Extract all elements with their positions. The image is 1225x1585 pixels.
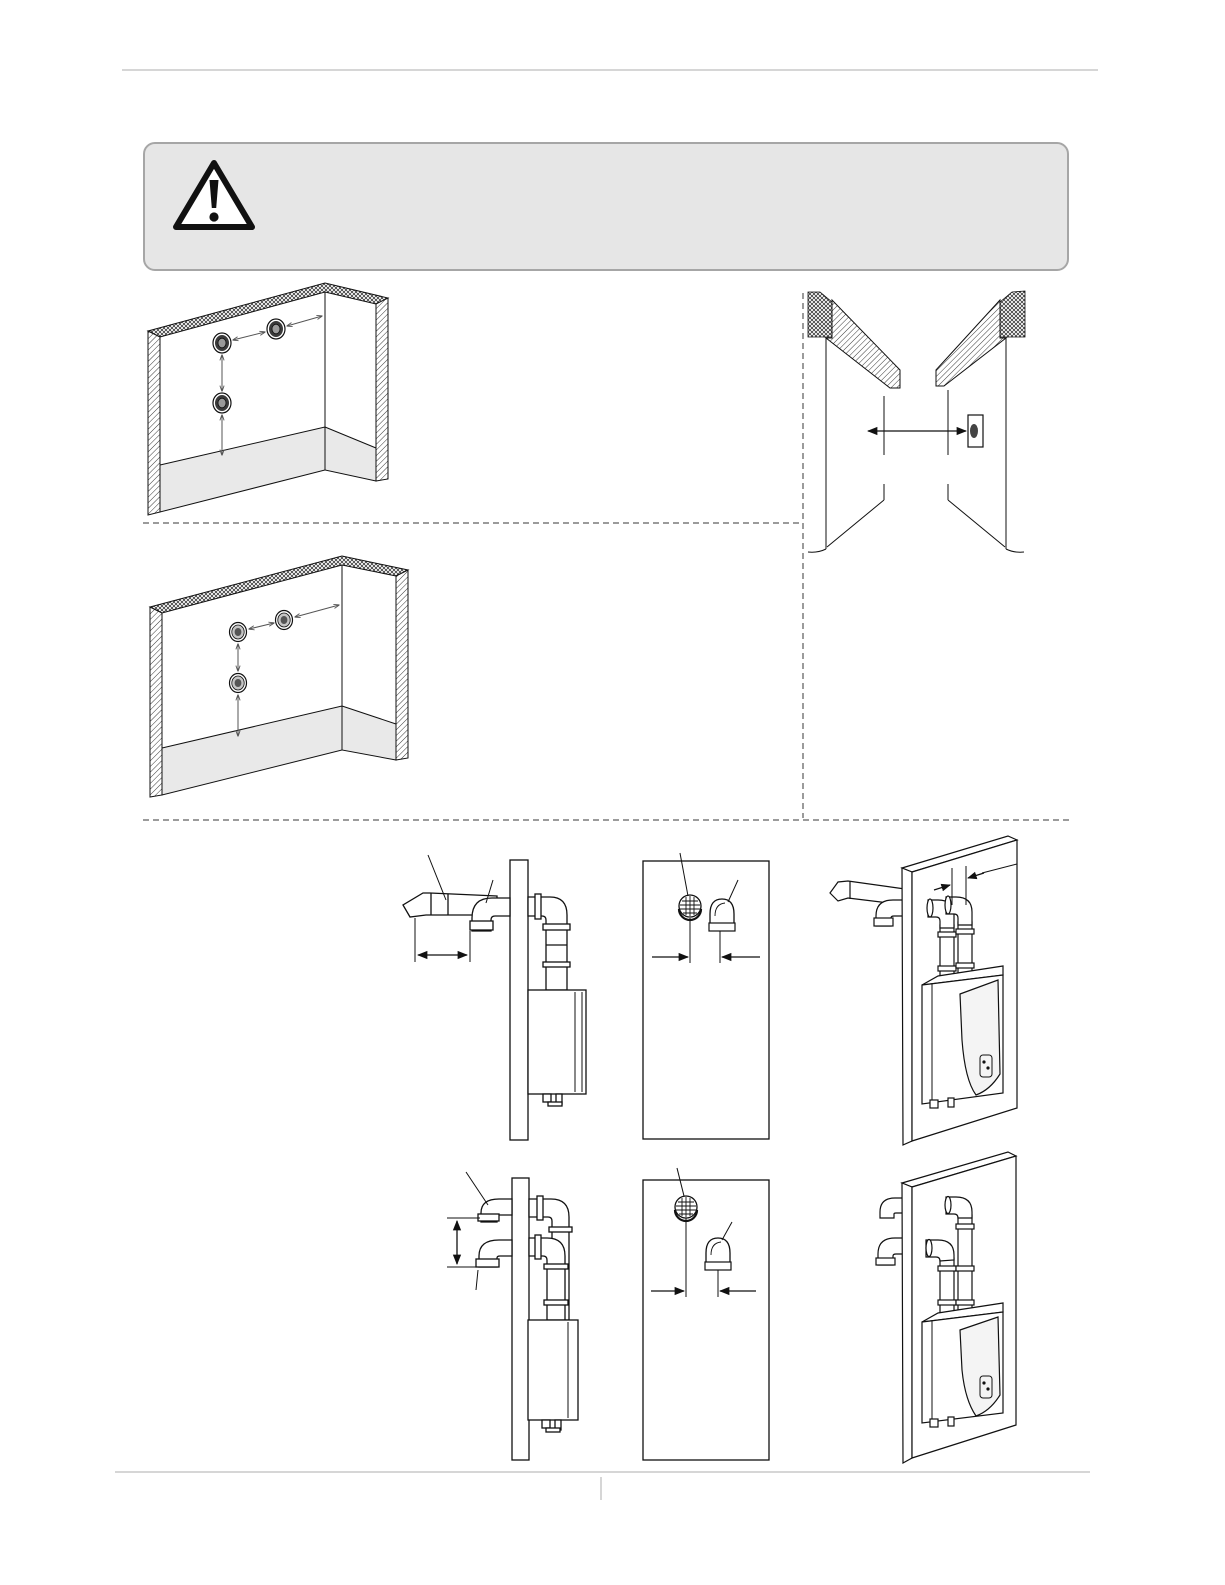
water-heater bbox=[528, 1320, 578, 1420]
wall-section bbox=[643, 1180, 769, 1460]
side-view-stacked-terminals bbox=[447, 1172, 578, 1460]
vent-terminal bbox=[267, 319, 285, 339]
eave-block-right bbox=[1000, 291, 1025, 337]
isometric-view-horizontal-intake bbox=[830, 836, 1017, 1145]
wall-section bbox=[510, 860, 528, 1140]
isometric-view-stacked-terminals bbox=[876, 1152, 1016, 1463]
wall-section bbox=[512, 1178, 529, 1460]
side-view-horizontal-intake bbox=[403, 855, 586, 1140]
exhaust-elbow bbox=[528, 897, 567, 990]
vent-terminal bbox=[213, 333, 231, 353]
wall-right-section bbox=[376, 298, 388, 481]
front-view-terminals-level bbox=[643, 853, 769, 1139]
vent-terminal bbox=[230, 674, 247, 693]
floor-band-left bbox=[160, 427, 325, 512]
intake-elbow bbox=[880, 1198, 903, 1218]
overhang-left bbox=[826, 300, 900, 388]
vent-clearance-diagram-corner-a bbox=[148, 283, 388, 515]
wall-panel-edge bbox=[902, 1183, 912, 1463]
wall-left-section bbox=[148, 331, 160, 515]
wall-top-section bbox=[150, 556, 408, 613]
vent-terminal bbox=[276, 611, 293, 630]
wall-section bbox=[643, 861, 769, 1139]
warning-triangle-icon bbox=[172, 158, 256, 232]
warning-callout-box bbox=[143, 142, 1069, 271]
water-heater bbox=[528, 990, 586, 1094]
intake-grille bbox=[675, 1196, 697, 1221]
vent-terminal bbox=[213, 393, 231, 413]
exhaust-elbow bbox=[709, 899, 735, 931]
eave-block-left bbox=[808, 292, 832, 337]
floor-band-right bbox=[342, 706, 396, 760]
wall-panel-edge bbox=[902, 868, 912, 1145]
wall-left-section bbox=[150, 607, 162, 797]
exhaust-elbow bbox=[705, 1238, 731, 1270]
vent-clearance-diagram-opposing-walls bbox=[808, 291, 1025, 552]
intake-grille bbox=[679, 895, 701, 920]
vent-terminal bbox=[230, 623, 247, 642]
floor-band-left bbox=[162, 706, 342, 795]
front-view-terminals-offset bbox=[643, 1168, 769, 1460]
overhang-right bbox=[936, 300, 1006, 386]
floor-band-right bbox=[325, 427, 376, 481]
wall-right-section bbox=[396, 570, 408, 760]
vent-clearance-diagram-corner-b bbox=[150, 556, 408, 797]
